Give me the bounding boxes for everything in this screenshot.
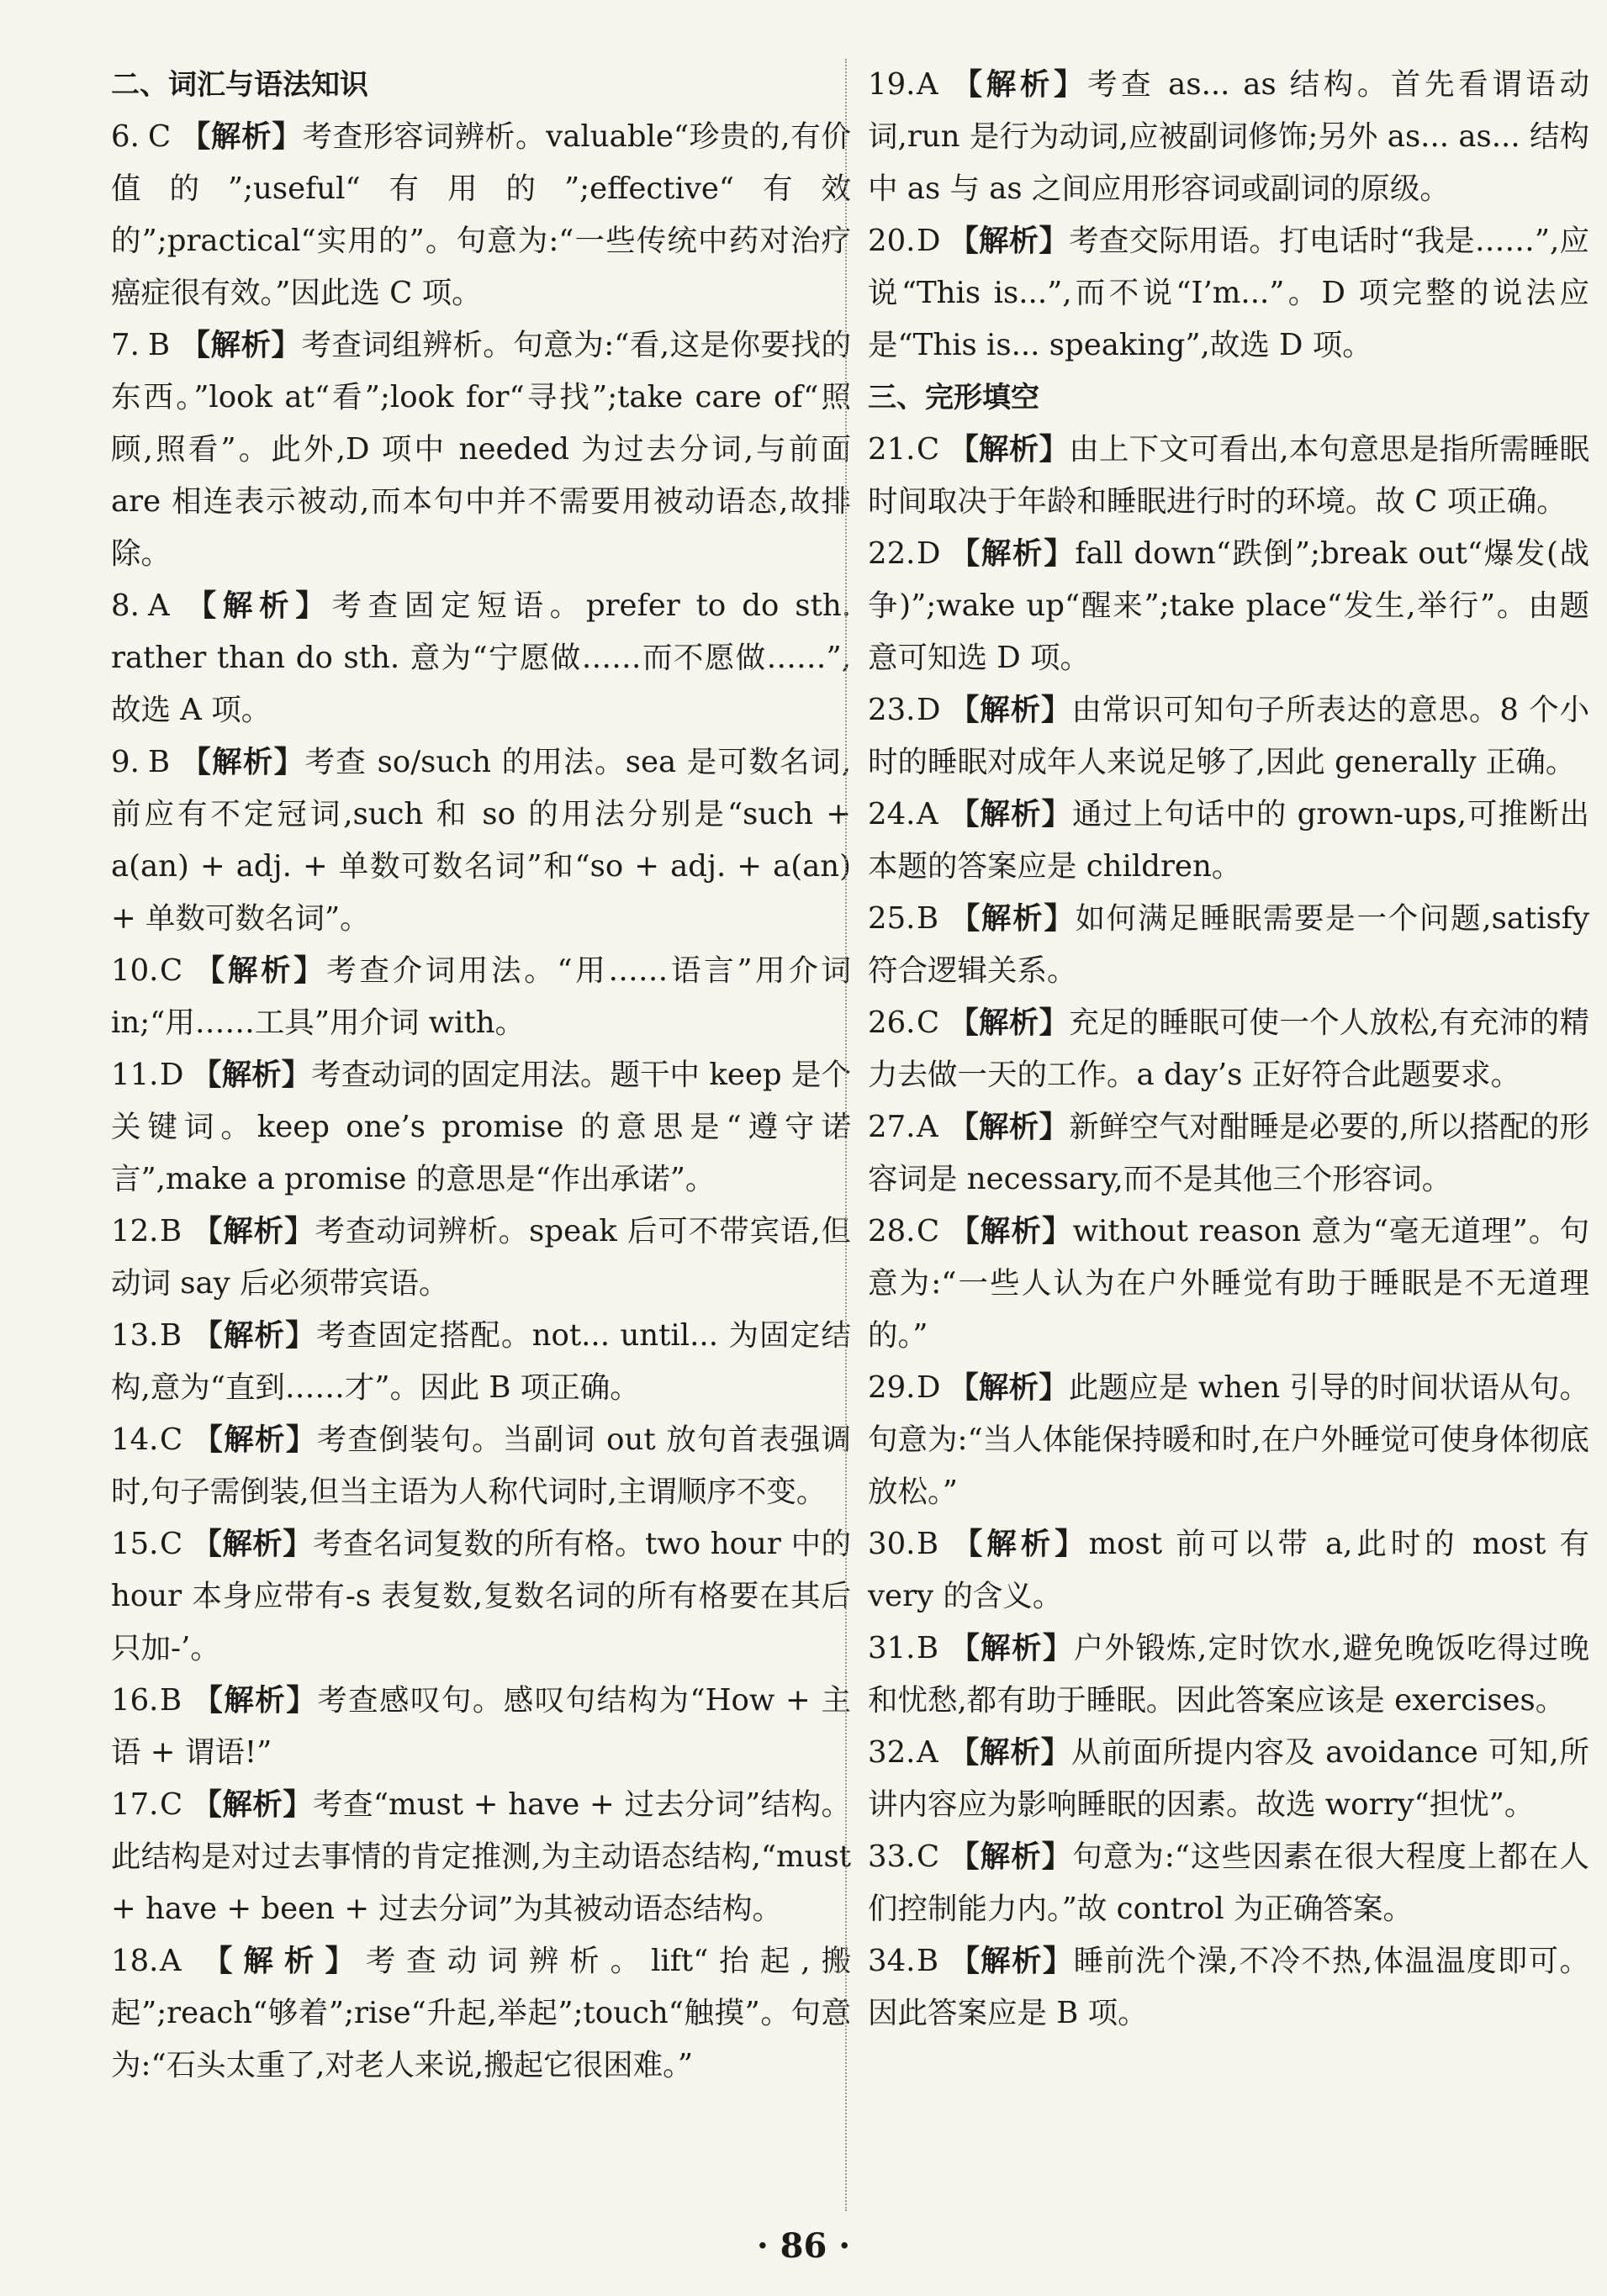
analysis-text: 考查介词用法。“用……语言”用介词 in;“用……工具”用介词 with。 [111,953,851,1040]
right-answer-list-top [868,59,1589,372]
answer-letter: C [160,953,183,988]
answer-item [868,1831,1589,1935]
analysis-text: 考查词组辨析。句意为:“看,这是你要找的东西。”look at“看”;look for“寻找”;take care of“照顾,照看”。此外,D 项中 needed 为过去分词,与前面 are 相连表示被动,而本句中并不需要用被动语态,故排除。 [111,328,851,571]
analysis-text: 考查动词辨析。speak 后可不带宾语,但动词 say 后必须带宾语。 [111,1214,851,1301]
section-heading-cloze: 三、完形填空 [868,381,1039,414]
analysis-tag: 【解析】 [949,1214,1073,1248]
answer-letter: B [160,1683,182,1718]
question-number: 23. [868,693,916,727]
answer-letter: A [917,1735,938,1770]
answer-item [111,736,851,945]
analysis-tag: 【解析】 [192,1527,314,1561]
analysis-tag: 【解析】 [949,797,1072,831]
answer-item [868,1518,1589,1623]
question-number: 16. [111,1683,159,1718]
analysis-tag: 【解析】 [192,1944,366,1978]
question-number: 10. [111,953,159,988]
answer-letter: B [148,328,171,362]
question-number: 25. [868,901,916,936]
analysis-tag: 【解析】 [192,1787,314,1822]
analysis-text: 考查名词复数的所有格。two hour 中的 hour 本身应带有-s 表复数,复数名词的所有格要在其后只加-’。 [111,1527,851,1665]
analysis-tag: 【解析】 [949,901,1076,936]
answer-item [111,945,851,1049]
answer-item [111,319,851,580]
question-number: 8. [111,589,140,623]
question-number: 14. [111,1422,159,1457]
answer-item [868,1727,1589,1831]
answer-item [111,1310,851,1414]
analysis-tag: 【解析】 [192,1214,315,1248]
analysis-tag: 【解析】 [949,1110,1070,1144]
answer-item [868,1101,1589,1206]
analysis-tag: 【解析】 [949,693,1072,727]
answer-letter: C [160,1422,183,1457]
analysis-tag: 【解析】 [192,953,327,988]
analysis-text: 考查动词的固定用法。题干中 keep 是个关键词。keep one’s promise 的意思是“遵守诺言”,make a promise 的意思是“作出承诺”。 [111,1058,851,1196]
left-column [111,59,851,2092]
answer-letter: C [160,1527,183,1561]
analysis-text: 户外锻炼,定时饮水,避免晚饭吃得过晚和忧愁,都有助于睡眠。因此答案应该是 exercises。 [868,1631,1589,1718]
question-number: 18. [111,1944,159,1978]
question-number: 11. [111,1058,159,1092]
analysis-text: 睡前洗个澡,不冷不热,体温温度即可。因此答案应是 B 项。 [868,1944,1589,2030]
analysis-text: 考查感叹句。感叹句结构为“How + 主语 + 谓语!” [111,1683,851,1770]
left-answer-list [111,111,851,2092]
question-number: 7. [111,328,140,362]
question-number: 26. [868,1005,916,1040]
analysis-text: 充足的睡眠可使一个人放松,有充沛的精力去做一天的工作。a day’s 正好符合此题要求。 [868,1005,1589,1092]
answer-item [111,1675,851,1779]
answer-item [868,59,1589,215]
question-number: 34. [868,1944,916,1978]
answer-item [111,1049,851,1206]
analysis-text: 由常识可知句子所表达的意思。8 个小时的睡眠对成年人来说足够了,因此 generally 正确。 [868,693,1589,779]
answer-item [868,789,1589,893]
analysis-text: most 前可以带 a,此时的 most 有 very 的含义。 [868,1527,1589,1613]
answer-item [111,1518,851,1675]
answer-item [868,1206,1589,1362]
question-number: 19. [868,67,916,102]
column-divider [845,59,847,2211]
answer-letter: D [917,536,941,571]
analysis-tag: 【解析】 [949,1839,1073,1874]
question-number: 31. [868,1631,916,1665]
answer-item [868,1935,1589,2040]
question-number: 17. [111,1787,159,1822]
answer-item [868,215,1589,372]
answer-item [868,684,1589,789]
answer-letter: D [160,1058,184,1092]
analysis-tag: 【解析】 [949,1735,1071,1770]
question-number: 12. [111,1214,159,1248]
analysis-tag: 【解析】 [180,328,302,362]
analysis-text: 从前面所提内容及 avoidance 可知,所讲内容应为影响睡眠的因素。故选 worry“担忧”。 [868,1735,1589,1822]
analysis-tag: 【解析】 [949,1631,1074,1665]
analysis-tag: 【解析】 [949,432,1070,467]
answer-letter: A [148,589,170,623]
analysis-tag: 【解析】 [949,1370,1069,1405]
analysis-tag: 【解析】 [192,1318,316,1353]
answer-letter: A [917,67,938,102]
analysis-tag: 【解析】 [192,1422,317,1457]
analysis-text: 考查“must + have + 过去分词”结构。此结构是对过去事情的肯定推测,为主动语态结构,“must + have + been + 过去分词”为其被动语态结构。 [111,1787,851,1926]
answer-letter: B [148,745,171,779]
answer-item [868,997,1589,1101]
analysis-text: 考查固定搭配。not... until... 为固定结构,意为“直到……才”。因此 B 项正确。 [111,1318,851,1405]
analysis-text: without reason 意为“毫无道理”。句意为:“一些人认为在户外睡觉有助于睡眠是不无道理的。” [868,1214,1589,1353]
analysis-tag: 【解析】 [180,589,332,623]
answer-item [868,1623,1589,1727]
question-number: 27. [868,1110,916,1144]
analysis-text: 考查固定短语。prefer to do sth. rather than do sth. 意为“宁愿做……而不愿做……”,故选 A 项。 [111,589,851,727]
answer-letter: B [160,1318,182,1353]
analysis-text: 新鲜空气对酣睡是必要的,所以搭配的形容词是 necessary,而不是其他三个形容词。 [868,1110,1589,1196]
answer-item [868,528,1589,684]
question-number: 9. [111,745,140,779]
answer-item [868,1362,1589,1518]
right-answer-list [868,424,1589,2040]
answer-letter: C [917,1214,940,1248]
question-number: 24. [868,797,916,831]
analysis-text: 考查倒装句。当副词 out 放句首表强调时,句子需倒装,但当主语为人称代词时,主谓顺序不变。 [111,1422,851,1509]
answer-item [111,1935,851,2092]
question-number: 32. [868,1735,916,1770]
analysis-text: 考查形容词辨析。valuable“珍贵的,有价值的”;useful“有用的”;effective“有效的”;practical“实用的”。句意为:“一些传统中药对治疗癌症很有效。”因此选 C 项。 [111,119,851,310]
question-number: 22. [868,536,916,571]
analysis-tag: 【解析】 [180,745,305,779]
question-number: 20. [868,224,916,258]
question-number: 29. [868,1370,916,1405]
answer-letter: C [160,1787,183,1822]
question-number: 13. [111,1318,159,1353]
analysis-tag: 【解析】 [949,224,1070,258]
analysis-text: 此题应是 when 引导的时间状语从句。句意为:“当人体能保持暖和时,在户外睡觉可使身体彻底放松。” [868,1370,1589,1509]
analysis-text: 考查 as... as 结构。首先看谓语动词,run 是行为动词,应被副词修饰;另外 as... as... 结构中 as 与 as 之间应用形容词或副词的原级。 [868,67,1589,206]
answer-letter: A [917,797,938,831]
answer-letter: A [917,1110,938,1144]
question-number: 15. [111,1527,159,1561]
analysis-text: 如何满足睡眠需要是一个问题,satisfy 符合逻辑关系。 [868,901,1589,988]
answer-item [111,1414,851,1518]
answer-letter: C [917,1839,940,1874]
analysis-tag: 【解析】 [180,119,303,154]
answer-letter: B [917,1631,939,1665]
analysis-tag: 【解析】 [192,1058,312,1092]
question-number: 28. [868,1214,916,1248]
answer-letter: C [148,119,172,154]
question-number: 33. [868,1839,916,1874]
question-number: 21. [868,432,916,467]
analysis-tag: 【解析】 [949,536,1076,571]
analysis-text: 考查动词辨析。lift“抬起,搬起”;reach“够着”;rise“升起,举起”;touch“触摸”。句意为:“石头太重了,对老人来说,搬起它很困难。” [111,1944,851,2082]
analysis-tag: 【解析】 [949,1005,1070,1040]
answer-letter: D [917,693,941,727]
analysis-text: 通过上句话中的 grown-ups,可推断出本题的答案应是 children。 [868,797,1589,884]
answer-item [111,1206,851,1310]
analysis-text: fall down“跌倒”;break out“爆发(战争)”;wake up“醒来”;take place“发生,举行”。由题意可知选 D 项。 [868,536,1589,675]
page-number: · 86 · [756,2226,851,2266]
answer-item [111,580,851,736]
analysis-tag: 【解析】 [949,1527,1089,1561]
answer-letter: D [917,224,941,258]
question-number: 6. [111,119,140,154]
analysis-text: 考查 so/such 的用法。sea 是可数名词,前应有不定冠词,such 和 so 的用法分别是“such + a(an) + adj. + 单数可数名词”和“so + adj. + a(an) + 单数可数名词”。 [111,745,851,936]
answer-letter: B [917,1944,939,1978]
answer-letter: C [917,1005,940,1040]
answer-item [868,424,1589,528]
answer-letter: C [917,432,940,467]
answer-letter: B [160,1214,182,1248]
right-column [868,59,1589,2040]
section-heading-vocab-grammar: 二、词汇与语法知识 [111,68,368,102]
answer-item [111,111,851,319]
answer-letter: A [160,1944,182,1978]
analysis-tag: 【解析】 [949,67,1088,102]
analysis-text: 句意为:“这些因素在很大程度上都在人们控制能力内。”故 control 为正确答案。 [868,1839,1589,1926]
analysis-text: 由上下文可看出,本句意思是指所需睡眠时间取决于年龄和睡眠进行时的环境。故 C 项正确。 [868,432,1589,519]
question-number: 30. [868,1527,916,1561]
answer-item [111,1779,851,1935]
analysis-tag: 【解析】 [192,1683,318,1718]
answer-letter: B [917,1527,939,1561]
answer-item [868,893,1589,997]
analysis-text: 考查交际用语。打电话时“我是……”,应说“This is...”,而不说“I’m...”。D 项完整的说法应是“This is... speaking”,故选 D 项。 [868,224,1589,362]
answer-letter: D [917,1370,941,1405]
answer-letter: B [917,901,939,936]
analysis-tag: 【解析】 [949,1944,1074,1978]
